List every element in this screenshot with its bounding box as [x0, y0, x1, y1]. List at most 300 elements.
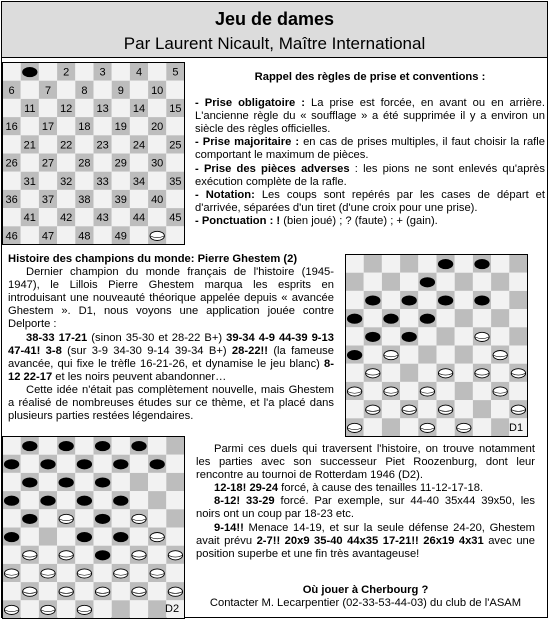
white-piece — [347, 423, 361, 432]
light-square — [382, 291, 400, 309]
square-number: 32 — [60, 175, 73, 188]
square-number: 19 — [114, 121, 127, 134]
light-square — [346, 255, 364, 273]
square-number: 8 — [81, 84, 88, 97]
light-square — [112, 582, 130, 600]
square-number: 25 — [169, 139, 182, 152]
numbered-board — [2, 62, 185, 245]
light-square — [166, 154, 184, 172]
light-square — [112, 99, 130, 117]
white-piece — [132, 514, 146, 523]
square-number: 41 — [23, 212, 36, 225]
light-square — [473, 418, 491, 436]
dark-square — [130, 473, 148, 491]
white-piece — [384, 351, 398, 360]
light-square — [21, 117, 39, 135]
light-square — [364, 418, 382, 436]
light-square — [130, 81, 148, 99]
white-piece — [77, 569, 91, 578]
light-square — [39, 473, 57, 491]
light-square — [148, 63, 166, 81]
light-square — [364, 382, 382, 400]
light-square — [39, 509, 57, 527]
light-square — [3, 437, 21, 455]
duels-line1: 12-18! 29-24 forcé, à cause des tenailles 11-12-17-18. — [214, 482, 484, 495]
black-piece — [438, 296, 452, 305]
square-number: 14 — [132, 103, 146, 115]
black-piece — [23, 442, 37, 451]
light-square — [112, 172, 130, 190]
light-square — [57, 190, 75, 208]
rule-item: - Notation: Les coups sont repérés par les cases de départ et d'arrivée, séparées d'un tiret (d'une croix pour une prise). — [195, 188, 546, 214]
light-square — [75, 172, 93, 190]
white-piece — [41, 569, 55, 578]
square-number: 36 — [5, 194, 18, 206]
white-piece — [366, 369, 380, 378]
light-square — [382, 327, 400, 345]
light-square — [75, 582, 93, 600]
light-square — [94, 81, 112, 99]
square-number: 20 — [151, 121, 164, 134]
light-square — [148, 208, 166, 226]
duels-section — [196, 443, 535, 561]
light-square — [112, 546, 130, 564]
white-piece — [150, 231, 164, 240]
light-square — [3, 172, 21, 190]
light-square — [148, 437, 166, 455]
light-square — [39, 63, 57, 81]
light-square — [148, 99, 166, 117]
light-square — [509, 346, 527, 364]
light-square — [166, 491, 184, 509]
light-square — [346, 291, 364, 309]
diagram-d2-label: D2 — [165, 603, 180, 615]
light-square — [57, 117, 75, 135]
diagram-d1-svg — [345, 254, 528, 437]
light-square — [75, 63, 93, 81]
duels-line3: 9-14!! Menace 14-19, et sur la seule défense 24-20, Ghestem avait prévu 2-7!! 20x9 35-40 44x35 17-21!! 26x19 4x31 avec une position superbe et une fin très avantageuse! — [196, 521, 535, 560]
square-number: 16 — [5, 121, 18, 134]
square-number: 47 — [41, 230, 55, 243]
light-square — [491, 255, 509, 273]
light-square — [3, 208, 21, 226]
diagram-d2-svg — [2, 436, 185, 619]
white-piece — [23, 587, 37, 596]
black-piece — [77, 460, 91, 469]
black-piece — [420, 314, 434, 323]
club-contact: Contacter M. Lecarpentier (02-33-53-44-03) du club de l'ASAM — [209, 597, 522, 610]
black-piece — [4, 460, 18, 469]
light-square — [94, 491, 112, 509]
black-piece — [114, 460, 128, 469]
light-square — [3, 99, 21, 117]
duels-line2: 8-12! 33-29 forcé. Par exemple, sur 44-40 35x44 39x50, les noirs ont un coup par 18-23 etc. — [196, 495, 535, 521]
square-number: 33 — [96, 175, 109, 188]
black-piece — [95, 442, 109, 451]
square-number: 29 — [114, 157, 127, 170]
white-piece — [150, 569, 164, 578]
light-square — [166, 81, 184, 99]
rules-section — [195, 71, 545, 228]
duels-para: Parmi ces duels qui traversent l'histoire, on trouve notamment les parties avec son successeur Piet Roozenburg, dont leur rencontre au tournoi de Rotterdam 1946 (D2). — [196, 443, 535, 482]
black-piece — [4, 533, 18, 542]
light-square — [39, 437, 57, 455]
light-square — [39, 582, 57, 600]
light-square — [382, 255, 400, 273]
light-square — [364, 346, 382, 364]
light-square — [21, 154, 39, 172]
light-square — [94, 528, 112, 546]
rules-title: Rappel des règles de prise et conventions : — [254, 71, 486, 83]
light-square — [57, 564, 75, 582]
white-piece — [475, 332, 489, 341]
light-square — [148, 546, 166, 564]
light-square — [21, 491, 39, 509]
light-square — [57, 226, 75, 244]
light-square — [491, 400, 509, 418]
dark-square — [509, 291, 527, 309]
diagram-d2 — [2, 436, 185, 619]
light-square — [437, 382, 455, 400]
page-title: Jeu de dames — [214, 9, 335, 29]
light-square — [57, 491, 75, 509]
white-piece — [95, 587, 109, 596]
numbered-board-svg — [2, 62, 185, 245]
square-number: 49 — [114, 230, 127, 243]
light-square — [112, 473, 130, 491]
square-number: 10 — [151, 84, 164, 97]
black-piece — [347, 314, 361, 323]
white-piece — [4, 569, 18, 578]
light-square — [418, 364, 436, 382]
square-number: 43 — [96, 212, 109, 225]
light-square — [21, 226, 39, 244]
light-square — [473, 346, 491, 364]
black-piece — [347, 351, 361, 360]
white-piece — [438, 369, 452, 378]
light-square — [94, 455, 112, 473]
light-square — [112, 509, 130, 527]
white-piece — [475, 369, 489, 378]
square-number: 12 — [60, 103, 73, 115]
light-square — [130, 528, 148, 546]
page-subtitle: Par Laurent Nicault, Maître International — [123, 34, 426, 53]
light-square — [400, 273, 418, 291]
light-square — [166, 226, 184, 244]
square-number: 27 — [41, 157, 55, 170]
diagram-d1-label: D1 — [509, 422, 524, 434]
light-square — [509, 382, 527, 400]
white-piece — [420, 423, 434, 432]
rule-item: - Prise obligatoire : La prise est forcée, en avant ou en arrière. L'ancienne règle du « soufflage » a été supprimée il y a environ un siècle des règles officielles. — [195, 97, 545, 136]
light-square — [166, 528, 184, 546]
light-square — [130, 154, 148, 172]
light-square — [94, 564, 112, 582]
white-piece — [23, 551, 37, 560]
dark-square — [148, 491, 166, 509]
white-piece — [4, 605, 18, 614]
light-square — [3, 63, 21, 81]
light-square — [57, 154, 75, 172]
light-square — [94, 600, 112, 618]
black-piece — [59, 478, 73, 487]
white-piece — [438, 405, 452, 414]
square-number: 15 — [169, 103, 182, 115]
black-piece — [150, 460, 164, 469]
light-square — [39, 135, 57, 153]
light-square — [400, 382, 418, 400]
white-piece — [402, 405, 416, 414]
square-number: 6 — [8, 84, 15, 97]
light-square — [455, 364, 473, 382]
square-number: 37 — [41, 194, 55, 206]
history-title: Histoire des champions du monde: Pierre Ghestem (2) — [8, 253, 298, 265]
light-square — [346, 327, 364, 345]
light-square — [39, 99, 57, 117]
square-number: 31 — [23, 175, 36, 188]
light-square — [21, 564, 39, 582]
light-square — [39, 208, 57, 226]
white-piece — [168, 587, 182, 596]
light-square — [130, 564, 148, 582]
light-square — [346, 364, 364, 382]
dark-square — [382, 418, 400, 436]
dark-square — [112, 600, 130, 618]
square-number: 40 — [151, 194, 164, 206]
light-square — [437, 273, 455, 291]
light-square — [112, 63, 130, 81]
black-piece — [475, 260, 489, 269]
dark-square — [418, 346, 436, 364]
light-square — [21, 600, 39, 618]
light-square — [148, 172, 166, 190]
square-number: 11 — [24, 103, 36, 115]
black-piece — [41, 460, 55, 469]
light-square — [364, 273, 382, 291]
white-piece — [511, 405, 525, 414]
light-square — [382, 400, 400, 418]
light-square — [382, 364, 400, 382]
light-square — [75, 437, 93, 455]
square-number: 5 — [172, 66, 179, 79]
light-square — [112, 135, 130, 153]
white-piece — [59, 587, 73, 596]
black-piece — [114, 533, 128, 542]
diagram-d1 — [345, 254, 528, 437]
square-number: 45 — [169, 212, 182, 225]
light-square — [57, 81, 75, 99]
black-piece — [23, 514, 37, 523]
dark-square — [455, 346, 473, 364]
square-number: 4 — [135, 66, 143, 79]
light-square — [418, 327, 436, 345]
white-piece — [384, 387, 398, 396]
square-number: 30 — [151, 157, 164, 170]
square-number: 17 — [41, 121, 55, 134]
light-square — [130, 117, 148, 135]
dark-square — [509, 255, 527, 273]
square-number: 21 — [23, 139, 36, 152]
light-square — [346, 400, 364, 418]
white-piece — [59, 551, 73, 560]
light-square — [491, 364, 509, 382]
black-piece — [475, 296, 489, 305]
light-square — [94, 226, 112, 244]
black-piece — [95, 478, 109, 487]
club-section — [196, 584, 535, 610]
rule-item: - Ponctuation : ! (bien joué) ; ? (faute) ; + (gain). — [195, 214, 438, 227]
light-square — [57, 528, 75, 546]
history-section — [8, 253, 334, 423]
white-piece — [347, 387, 361, 396]
light-square — [473, 382, 491, 400]
light-square — [21, 528, 39, 546]
dark-square — [382, 273, 400, 291]
black-piece — [95, 551, 109, 560]
light-square — [148, 135, 166, 153]
square-number: 38 — [78, 194, 91, 206]
white-piece — [168, 551, 182, 560]
light-square — [130, 600, 148, 618]
black-piece — [114, 496, 128, 505]
rule-item: - Prise des pièces adverses : les pions ne sont enlevés qu'après exécution complète de la rafle. — [195, 162, 545, 188]
black-piece — [402, 332, 416, 341]
light-square — [21, 190, 39, 208]
square-number: 18 — [78, 121, 91, 134]
light-square — [148, 582, 166, 600]
light-square — [437, 418, 455, 436]
light-square — [75, 473, 93, 491]
light-square — [473, 273, 491, 291]
black-piece — [77, 533, 91, 542]
square-number: 46 — [5, 230, 18, 243]
light-square — [39, 546, 57, 564]
history-para2: Cette idée n'était pas complètement nouvelle, mais Ghestem a réalisé de nombreuses études sur ce thème, et l'a placé dans plusieurs parties restées légendaires. — [8, 383, 334, 423]
dark-square — [346, 273, 364, 291]
light-square — [75, 208, 93, 226]
black-piece — [366, 332, 380, 341]
dark-square — [509, 327, 527, 345]
white-piece — [77, 605, 91, 614]
white-piece — [366, 405, 380, 414]
light-square — [148, 473, 166, 491]
dark-square — [455, 309, 473, 327]
light-square — [112, 208, 130, 226]
light-square — [130, 226, 148, 244]
history-para1: Dernier champion du monde français de l'histoire (1945-1947), le Lillois Pierre Ghestem marqua les esprits en introduisant une nouveauté théorique appelée depuis « avancée Ghestem ». D1, nous voyons une application jouée contre Delporte : — [8, 266, 334, 331]
black-piece — [23, 478, 37, 487]
square-number: 22 — [60, 139, 73, 152]
black-piece — [132, 442, 146, 451]
white-piece — [59, 514, 73, 523]
light-square — [418, 255, 436, 273]
dark-square — [491, 309, 509, 327]
square-number: 28 — [78, 157, 91, 170]
light-square — [75, 509, 93, 527]
light-square — [364, 309, 382, 327]
square-number: 2 — [63, 66, 70, 79]
light-square — [166, 117, 184, 135]
light-square — [94, 190, 112, 208]
light-square — [130, 491, 148, 509]
dark-square — [400, 255, 418, 273]
light-square — [39, 172, 57, 190]
black-piece — [41, 496, 55, 505]
dark-square — [455, 273, 473, 291]
dark-square — [364, 255, 382, 273]
light-square — [418, 400, 436, 418]
light-square — [400, 418, 418, 436]
light-square — [509, 309, 527, 327]
square-number: 7 — [44, 84, 52, 97]
black-piece — [59, 442, 73, 451]
light-square — [75, 546, 93, 564]
light-square — [166, 455, 184, 473]
white-piece — [132, 551, 146, 560]
history-moves: 38-33 17-21 (sinon 35-30 et 28-22 B+) 39-34 4-9 44-39 9-13 47-41! 3-8 (sur 3-9 34-30 9-14 39-34 B+) 28-22!! (la fameuse avancée, qui fixe le trèfle 16-21-26, et dynamise le jeu blanc) 8-12 22-17 et les noirs peuvent abandonner… — [8, 331, 334, 383]
black-piece — [95, 514, 109, 523]
light-square — [130, 455, 148, 473]
light-square — [400, 346, 418, 364]
white-piece — [493, 387, 507, 396]
square-number: 42 — [60, 212, 73, 225]
light-square — [418, 291, 436, 309]
white-piece — [457, 423, 471, 432]
light-square — [455, 255, 473, 273]
light-square — [509, 273, 527, 291]
dark-square — [455, 382, 473, 400]
dark-square — [166, 437, 184, 455]
light-square — [455, 400, 473, 418]
white-piece — [132, 587, 146, 596]
light-square — [57, 600, 75, 618]
black-piece — [438, 260, 452, 269]
black-piece — [77, 496, 91, 505]
white-piece — [511, 369, 525, 378]
light-square — [473, 309, 491, 327]
square-number: 39 — [114, 194, 127, 206]
light-square — [148, 509, 166, 527]
rules-list — [195, 97, 545, 228]
light-square — [94, 117, 112, 135]
light-square — [491, 291, 509, 309]
light-square — [112, 437, 130, 455]
square-number: 24 — [132, 139, 146, 152]
light-square — [21, 81, 39, 99]
dark-square — [400, 364, 418, 382]
light-square — [94, 154, 112, 172]
club-title: Où jouer à Cherbourg ? — [302, 584, 429, 596]
square-number: 13 — [96, 103, 109, 115]
light-square — [3, 473, 21, 491]
dark-square — [166, 473, 184, 491]
page-header — [1, 1, 548, 58]
white-piece — [420, 387, 434, 396]
white-piece — [150, 533, 164, 542]
black-piece — [23, 68, 37, 77]
white-piece — [114, 569, 128, 578]
light-square — [455, 291, 473, 309]
white-piece — [493, 351, 507, 360]
dark-square — [148, 600, 166, 618]
dark-square — [491, 418, 509, 436]
light-square — [491, 327, 509, 345]
dark-square — [437, 327, 455, 345]
light-square — [437, 309, 455, 327]
square-number: 34 — [132, 175, 146, 188]
dark-square — [39, 528, 57, 546]
light-square — [166, 190, 184, 208]
